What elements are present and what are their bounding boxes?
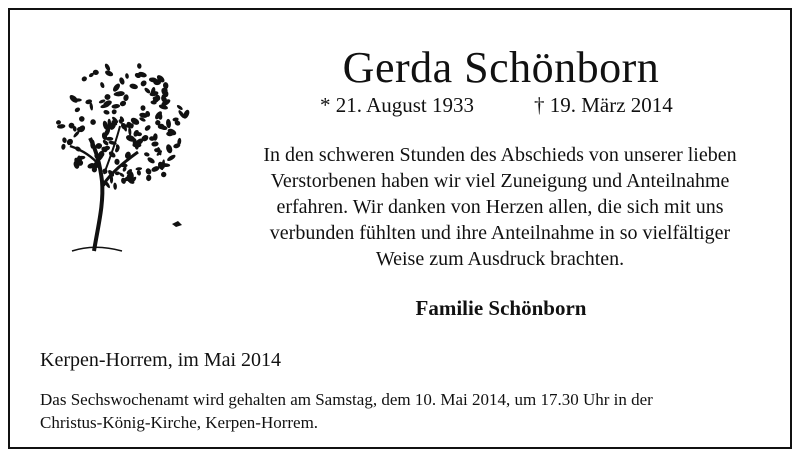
leaf-mark: [81, 75, 88, 82]
tree-icon: [42, 46, 202, 256]
leaf-mark: [74, 107, 81, 113]
tree-foliage: [56, 63, 191, 190]
leaf-mark: [111, 104, 120, 110]
leaf-mark: [166, 154, 176, 163]
leaf-mark: [136, 170, 141, 176]
leaf-mark: [66, 138, 75, 147]
leaf-mark: [139, 79, 147, 87]
leaf-mark: [144, 152, 151, 158]
message-line: verbunden fühlten und ihre Anteilnahme in so vielfältiger: [269, 222, 731, 244]
deceased-name: Gerda Schönborn: [342, 43, 660, 92]
place-date: Kerpen-Horrem, im Mai 2014: [40, 349, 282, 371]
leaf-mark: [104, 94, 111, 101]
leaf-mark: [144, 124, 152, 132]
service-notice: [40, 388, 780, 434]
leaf-mark: [103, 109, 110, 115]
leaf-mark: [165, 144, 173, 154]
leaf-mark: [145, 167, 153, 175]
leaf-mark: [78, 115, 86, 123]
message-line: Weise zum Ausdruck brachten.: [375, 248, 625, 270]
thanks-message: [210, 142, 790, 272]
leaf-mark: [146, 174, 152, 181]
leaf-mark: [89, 118, 97, 126]
death-date: † 19. März 2014: [534, 93, 673, 117]
leaf-mark: [137, 63, 142, 69]
leaf-mark: [151, 141, 159, 147]
leaf-mark: [160, 171, 166, 177]
leaf-mark: [61, 144, 66, 151]
leaf-mark: [62, 137, 68, 144]
leaf-mark: [113, 182, 117, 189]
birth-date: * 21. August 1933: [320, 93, 475, 117]
leaf-mark: [123, 94, 129, 102]
message-line: erfahren. Wir danken von Herzen allen, die sich mit uns: [276, 196, 724, 218]
leaf-mark: [176, 104, 183, 111]
leaf-mark: [125, 73, 129, 79]
service-line: Das Sechswochenamt wird gehalten am Samstag, dem 10. Mai 2014, um 17.30 Uhr in der: [40, 390, 653, 409]
leaf-mark: [114, 159, 119, 165]
service-line: Christus-König-Kirche, Kerpen-Horrem.: [40, 413, 319, 432]
leaf-mark: [99, 82, 105, 89]
leaf-mark: [104, 63, 111, 72]
leaf-mark: [140, 105, 145, 111]
leaf-mark: [111, 108, 118, 115]
leaf-mark: [146, 156, 155, 164]
family-signature: Familie Schönborn: [415, 296, 587, 320]
obituary-notice: [8, 8, 792, 449]
leaf-mark: [129, 83, 139, 90]
message-line: Verstorbenen haben wir viel Zuneigung und Anteilnahme: [270, 170, 730, 192]
message-line: In den schweren Stunden des Abschieds von unserer lieben: [263, 144, 737, 166]
